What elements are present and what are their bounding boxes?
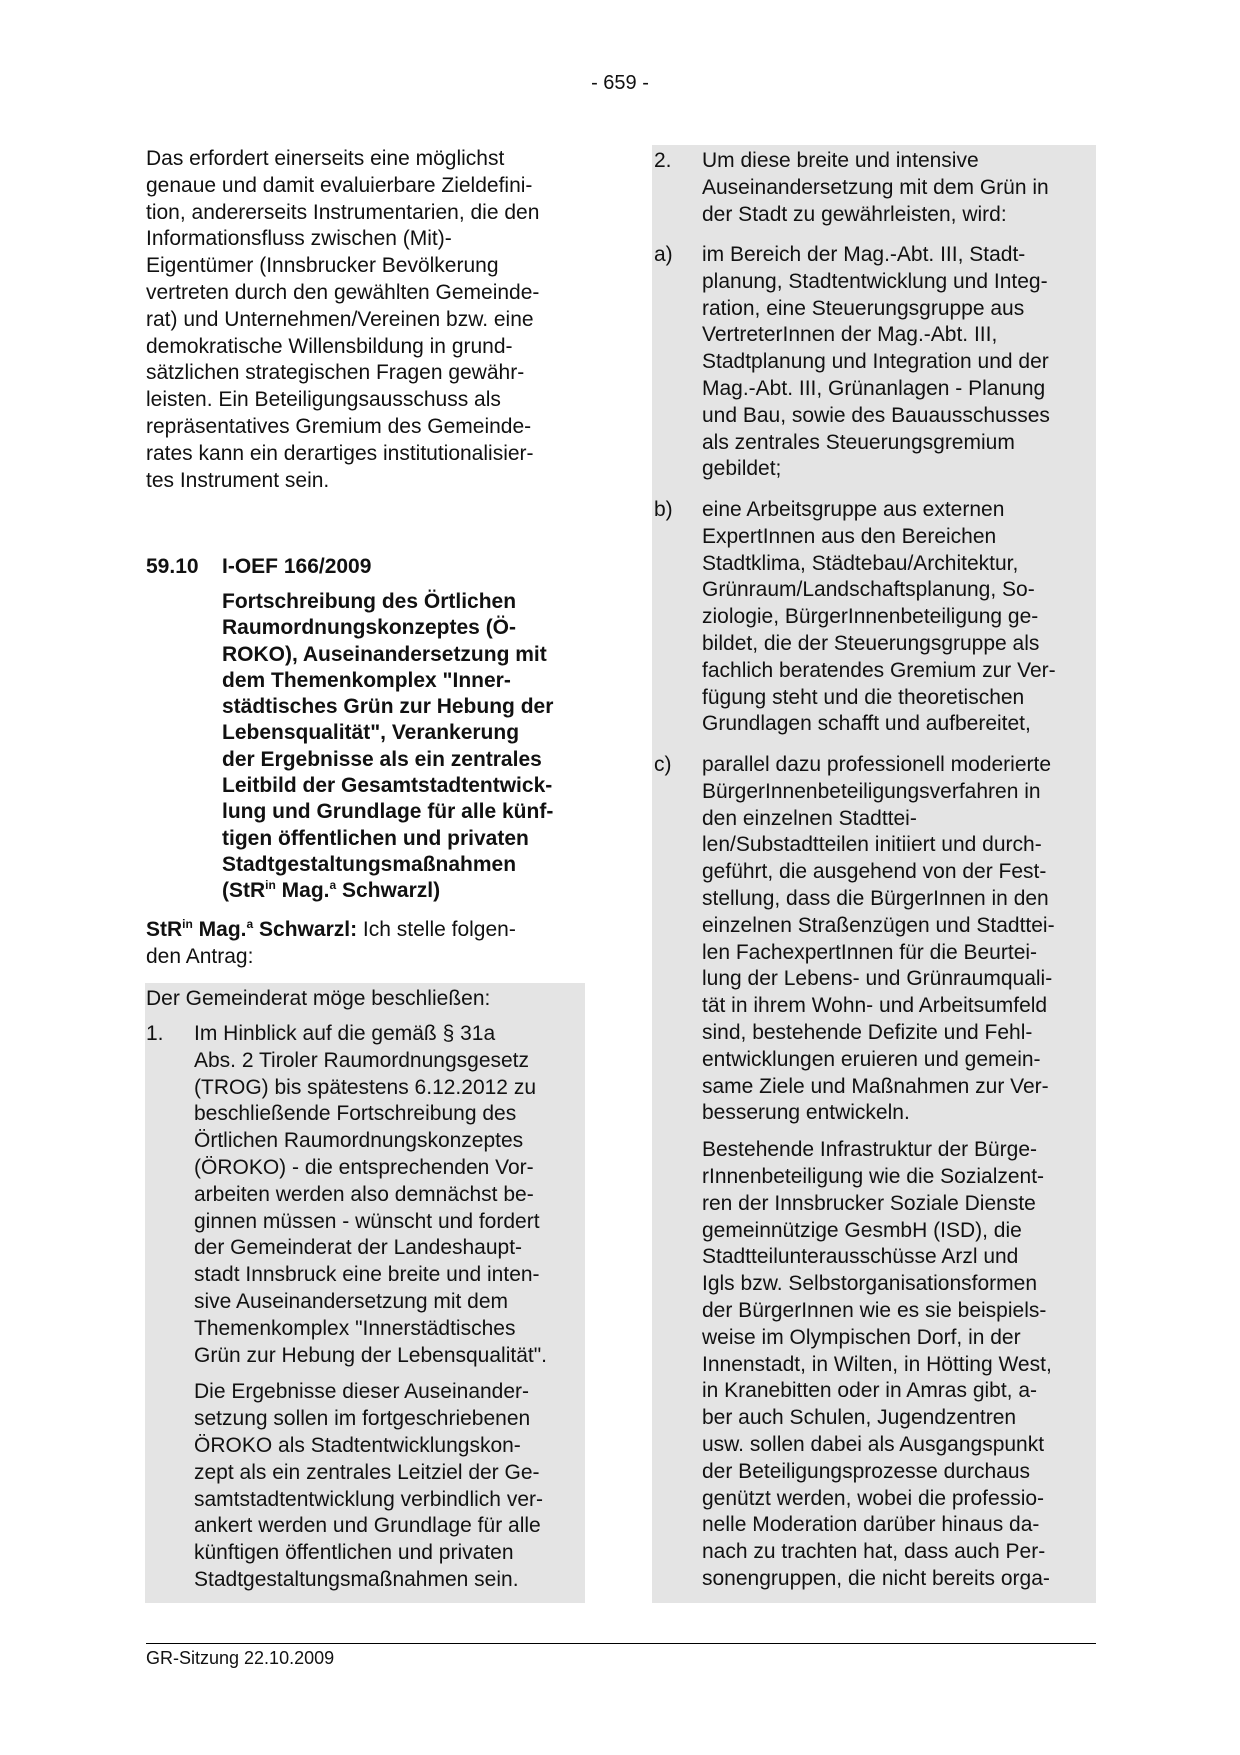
title-line: der Ergebnisse als ein zentrales xyxy=(222,747,542,771)
text-line: Abs. 2 Tiroler Raumordnungsgesetz xyxy=(194,1048,530,1072)
title-line: Fortschreibung des Örtlichen xyxy=(222,590,517,613)
agenda-heading xyxy=(146,554,371,581)
text-line: gebildet; xyxy=(702,457,782,481)
agenda-title xyxy=(222,589,602,905)
text-line: der Beteiligungsprozesse durchaus xyxy=(702,1459,1031,1483)
text-line: ration, eine Steuerungsgruppe aus xyxy=(702,296,1025,320)
text-line: Informationsfluss zwischen (Mit)- xyxy=(146,227,452,251)
text-line: gemeinnützige GesmbH (ISD), die xyxy=(702,1218,1022,1242)
text-line: rInnenbeteiligung wie die Sozialzent- xyxy=(702,1164,1045,1188)
text-line: zept als ein zentrales Leitziel der Ge- xyxy=(194,1460,540,1484)
motion-intro: Der Gemeinderat möge beschließen: xyxy=(146,987,491,1010)
text-line: und Bau, sowie des Bauausschusses xyxy=(702,403,1050,427)
item-marker: 1. xyxy=(146,1022,164,1045)
text-line: Grünraum/Landschaftsplanung, So- xyxy=(702,578,1035,602)
text-line: genaue und damit evaluierbare Zieldefini- xyxy=(146,173,533,197)
text-line: Um diese breite und intensive xyxy=(702,149,979,172)
text-line: sind, bestehende Defizite und Fehl- xyxy=(702,1020,1033,1044)
text-line: Auseinandersetzung mit dem Grün in xyxy=(702,175,1049,199)
text-line: Stadtklima, Städtebau/Architektur, xyxy=(702,551,1019,575)
text-line: len/Substadtteilen initiiert und durch- xyxy=(702,833,1042,857)
footer-session-date: GR-Sitzung 22.10.2009 xyxy=(146,1648,335,1668)
text-line: Grün zur Hebung der Lebensqualität". xyxy=(194,1343,548,1367)
text-line: usw. sollen dabei als Ausgangspunkt xyxy=(702,1432,1045,1456)
text-line: ginnen müssen - wünscht und fordert xyxy=(194,1209,540,1233)
text-line: einzelnen Straßenzügen und Stadttei- xyxy=(702,913,1055,937)
text-line: nelle Moderation darüber hinaus da- xyxy=(702,1513,1040,1537)
text-line: Die Ergebnisse dieser Auseinander- xyxy=(194,1380,530,1404)
text-line: arbeiten werden also demnächst be- xyxy=(194,1182,534,1206)
intro-paragraph xyxy=(146,146,586,494)
title-line: ROKO), Auseinandersetzung mit xyxy=(222,642,547,666)
text-line: Mag.-Abt. III, Grünanlagen - Planung xyxy=(702,376,1046,400)
text-line: ren der Innsbrucker Soziale Dienste xyxy=(702,1191,1036,1215)
item-marker: b) xyxy=(654,498,673,521)
speaker-name-part: Mag. xyxy=(192,918,247,941)
text-line: lung der Lebens- und Grünraumquali- xyxy=(702,967,1053,991)
text-line: tät in ihrem Wohn- und Arbeitsumfeld xyxy=(702,994,1048,1018)
page-number: - 659 - xyxy=(591,72,649,94)
text-line: same Ziele und Maßnahmen zur Ver- xyxy=(702,1074,1049,1098)
text-line: len FachexpertInnen für die Beurtei- xyxy=(702,940,1038,964)
text-line: nach zu trachten hat, dass auch Per- xyxy=(702,1540,1046,1564)
speaker-text: Ich stelle folgen- xyxy=(357,918,516,941)
text-line: (TROG) bis spätestens 6.12.2012 zu xyxy=(194,1075,536,1099)
title-author xyxy=(222,878,602,904)
text-line: samtstadtentwicklung verbindlich ver- xyxy=(194,1487,543,1511)
text-line: fachlich beratendes Gremium zur Ver- xyxy=(702,658,1056,682)
speaker-sup: a xyxy=(246,917,254,931)
text-line: Örtlichen Raumordnungskonzeptes xyxy=(194,1129,524,1153)
author-text: Mag. xyxy=(275,879,330,903)
text-line: Im Hinblick auf die gemäß § 31a xyxy=(194,1022,496,1045)
text-line: Eigentümer (Innsbrucker Bevölkerung xyxy=(146,254,499,278)
title-line: Lebensqualität", Verankerung xyxy=(222,721,520,745)
text-line: sätzlichen strategischen Fragen gewähr- xyxy=(146,361,525,385)
text-line: besserung entwickeln. xyxy=(702,1101,910,1125)
title-line: lung und Grundlage für alle künf- xyxy=(222,800,554,824)
text-line: geführt, die ausgehend von der Fest- xyxy=(702,860,1047,884)
text-line: ziologie, BürgerInnenbeteiligung ge- xyxy=(702,605,1039,629)
text-line: künftigen öffentlichen und privaten xyxy=(194,1541,514,1565)
text-line: BürgerInnenbeteiligungsverfahren in xyxy=(702,779,1041,803)
text-line: den einzelnen Stadttei- xyxy=(702,806,917,830)
title-line: Leitbild der Gesamtstadtentwick- xyxy=(222,774,553,798)
text-line: stadt Innsbruck eine breite und inten- xyxy=(194,1263,540,1287)
item-marker: c) xyxy=(654,753,672,776)
text-line: ber auch Schulen, Jugendzentren xyxy=(702,1406,1017,1430)
text-line: sonengruppen, die nicht bereits orga- xyxy=(702,1566,1050,1590)
text-line: der Gemeinderat der Landeshaupt- xyxy=(194,1236,523,1260)
speaker-sup: in xyxy=(182,917,193,931)
text-line: vertreten durch den gewählten Gemeinde- xyxy=(146,280,540,304)
speaker-name xyxy=(146,918,357,941)
text-line: als zentrales Steuerungsgremium xyxy=(702,430,1015,454)
title-line: Raumordnungskonzeptes (Ö- xyxy=(222,616,517,640)
speaker-text: den Antrag: xyxy=(146,944,254,968)
text-line: demokratische Willensbildung in grund- xyxy=(146,334,513,358)
text-line: weise im Olympischen Dorf, in der xyxy=(702,1325,1021,1349)
text-line: tes Instrument sein. xyxy=(146,468,330,492)
text-line: entwicklungen eruieren und gemein- xyxy=(702,1047,1041,1071)
author-text: Schwarzl) xyxy=(336,879,441,903)
title-line: Stadtgestaltungsmaßnahmen xyxy=(222,852,517,876)
title-line: tigen öffentlichen und privaten xyxy=(222,826,529,850)
text-line: rat) und Unternehmen/Vereinen bzw. eine xyxy=(146,307,534,331)
text-line: genützt werden, wobei die professio- xyxy=(702,1486,1045,1510)
text-line: sive Auseinandersetzung mit dem xyxy=(194,1289,509,1313)
text-line: VertreterInnen der Mag.-Abt. III, xyxy=(702,323,998,347)
text-line: leisten. Ein Beteiligungsausschuss als xyxy=(146,388,501,412)
text-line: in Kranebitten oder in Amras gibt, a- xyxy=(702,1379,1038,1403)
agenda-reference: I-OEF 166/2009 xyxy=(222,555,372,578)
text-line: setzung sollen im fortgeschriebenen xyxy=(194,1407,531,1431)
text-line: Stadtplanung und Integration und der xyxy=(702,350,1049,374)
item-marker: a) xyxy=(654,243,673,266)
text-line: ankert werden und Grundlage für alle xyxy=(194,1514,541,1538)
text-line: Das erfordert einerseits eine möglichst xyxy=(146,147,505,170)
text-line: Bestehende Infrastruktur der Bürge- xyxy=(702,1138,1038,1162)
text-line: repräsentatives Gremium des Gemeinde- xyxy=(146,414,532,438)
text-line: der Stadt zu gewährleisten, wird: xyxy=(702,202,1007,226)
text-line: Grundlagen schafft und aufbereitet, xyxy=(702,712,1031,736)
title-line: städtisches Grün zur Hebung der xyxy=(222,695,554,719)
text-line: planung, Stadtentwicklung und Integ- xyxy=(702,269,1048,293)
text-line: rates kann ein derartiges institutionalisier- xyxy=(146,441,534,465)
text-line: Igls bzw. Selbstorganisationsformen xyxy=(702,1272,1038,1296)
author-sup: a xyxy=(329,878,337,893)
text-line: im Bereich der Mag.-Abt. III, Stadt- xyxy=(702,243,1026,266)
text-line: parallel dazu professionell moderierte xyxy=(702,753,1052,776)
text-line: Themenkomplex "Innerstädtisches xyxy=(194,1316,516,1340)
item-marker: 2. xyxy=(654,149,672,172)
text-line: Stadtteilunterausschüsse Arzl und xyxy=(702,1245,1019,1269)
speaker-statement xyxy=(146,917,516,971)
text-line: ExpertInnen aus den Bereichen xyxy=(702,524,997,548)
text-line: der BürgerInnen wie es sie beispiels- xyxy=(702,1298,1047,1322)
text-line: beschließende Fortschreibung des xyxy=(194,1102,517,1126)
speaker-name-part: StR xyxy=(146,918,183,941)
author-sup: in xyxy=(265,878,276,893)
footer-divider xyxy=(146,1643,1096,1644)
text-line: Stadtgestaltungsmaßnahmen sein. xyxy=(194,1567,519,1591)
text-line: fügung steht und die theoretischen xyxy=(702,685,1025,709)
text-line: ÖROKO als Stadtentwicklungskon- xyxy=(194,1433,521,1457)
text-line: eine Arbeitsgruppe aus externen xyxy=(702,498,1005,521)
title-line: dem Themenkomplex "Inner- xyxy=(222,668,511,692)
author-text: (StR xyxy=(222,879,266,903)
text-line: (ÖROKO) - die entsprechenden Vor- xyxy=(194,1155,534,1179)
text-line: bildet, die der Steuerungsgruppe als xyxy=(702,631,1040,655)
text-line: Innenstadt, in Wilten, in Hötting West, xyxy=(702,1352,1052,1376)
agenda-number: 59.10 xyxy=(146,555,199,578)
speaker-name-part: Schwarzl: xyxy=(253,918,358,941)
text-line: stellung, dass die BürgerInnen in den xyxy=(702,886,1049,910)
text-line: tion, andererseits Instrumentarien, die den xyxy=(146,200,540,224)
